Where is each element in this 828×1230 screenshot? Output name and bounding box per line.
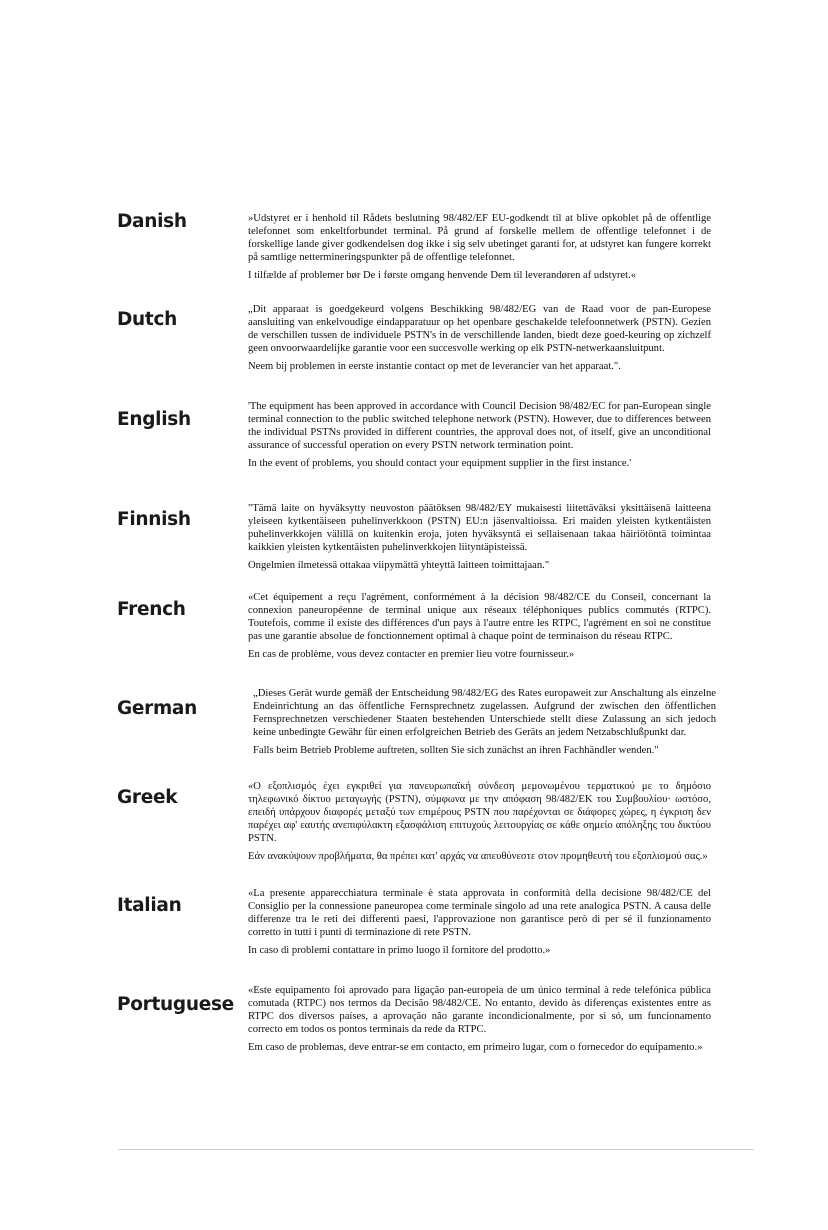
language-heading-greek: Greek xyxy=(117,787,178,808)
statement-text-greek: «Ο εξοπλισμός έχει εγκριθεί για πανευρωπαϊκή σύνδεση μεμονωμένου τερματικού με το δημόσιο τηλεφωνικό δίκτυο μεταγωγής (PSTN), σύμφωνα με την απόφαση 98/482/ΕΚ του Συμβουλίου· ωστόσο, επειδή υπάρχουν διαφορές μεταξύ των επιμέρους PSTN που παρέχονται σε διάφορες χώρες, η έγκριση δεν παρέχει αφ' εαυτής ανεπιφύλακτη εξασφάλιση επιτυχούς λειτουργίας σε κάθε σημείο απόληξης του δικτύου PSTN. xyxy=(248,781,711,844)
language-heading-finnish: Finnish xyxy=(117,509,191,530)
statement-note-danish: I tilfælde af problemer bør De i første omgang henvende Dem til leverandøren af udstyret.« xyxy=(248,269,637,281)
statement-italian xyxy=(248,888,711,958)
language-heading-dutch: Dutch xyxy=(117,309,178,330)
statement-note-italian: In caso di problemi contattare in primo luogo il fornitore del prodotto.» xyxy=(248,944,551,956)
statement-danish xyxy=(248,213,711,283)
language-heading-english: English xyxy=(117,409,191,430)
language-heading-danish: Danish xyxy=(117,211,187,232)
language-heading-portuguese: Portuguese xyxy=(117,994,234,1015)
statement-finnish xyxy=(248,503,711,573)
statement-text-dutch: „Dit apparaat is goedgekeurd volgens Beschikking 98/482/EG van de Raad voor de pan-Europese aansluiting van enkelvoudige eindapparatuur op het openbare geschakelde telefoonnetwerk (PSTN). Gezien de verschillen tussen de individuele PSTN's in de verschillende landen, biedt deze goed-keuring op zichzelf geen onvoorwaardelijke garantie voor een succesvolle werking op elk PSTN-netwerkaansluitpunt. xyxy=(248,304,711,354)
statement-german xyxy=(253,688,716,758)
statement-text-french: «Cet équipement a reçu l'agrément, conformément à la décision 98/482/CE du Conseil, concernant la connexion paneuropéenne de terminal unique aux réseaux téléphoniques publics commutés (RTPC). Toutefois, comme il existe des différences d'un pays à l'autre entre les RTPC, l'agrément en soi ne constitue pas une garantie absolue de fonctionnement optimal à chaque point de terminaison du réseau RTPC. xyxy=(248,592,711,642)
statement-note-portuguese: Em caso de problemas, deve entrar-se em contacto, em primeiro lugar, com o fornecedor do equipamento.» xyxy=(248,1041,703,1053)
statement-note-german: Falls beim Betrieb Probleme auftreten, sollten Sie sich zunächst an ihren Fachhändler wenden." xyxy=(253,744,659,756)
statement-note-english: In the event of problems, you should contact your equipment supplier in the first instance.' xyxy=(248,457,632,469)
statement-text-finnish: "Tämä laite on hyväksytty neuvoston päätöksen 98/482/EY mukaisesti liitettäväksi yksittäisenä laitteena yleiseen kytkentäiseen puhelinverkkoon (PSTN) EU:n jäsenvaltioissa. Eri maiden yleisten kytkentäisten puhelinverkkojen välillä on kuitenkin eroja, joten hyväksyntä ei sellaisenaan takaa häiriötöntä toimintaa kaikkien yleisten kytkentäisten puhelinverkkojen liityntäpisteissä. xyxy=(248,503,711,553)
footer-divider xyxy=(118,1149,754,1150)
language-heading-german: German xyxy=(117,698,197,719)
statement-note-dutch: Neem bij problemen in eerste instantie contact op met de leverancier van het apparaat.". xyxy=(248,360,621,372)
statement-french xyxy=(248,592,711,662)
language-heading-italian: Italian xyxy=(117,895,182,916)
statement-note-french: En cas de problème, vous devez contacter en premier lieu votre fournisseur.» xyxy=(248,648,575,660)
language-heading-french: French xyxy=(117,599,186,620)
statement-text-italian: «La presente apparecchiatura terminale è stata approvata in conformità della decisione 98/482/CE del Consiglio per la connessione paneuropea come terminale singolo ad una rete analogica PSTN. A causa delle differenze tra le reti dei differenti paesi, l'approvazione non garantisce però di per sé il funzionamento corretto in tutti i punti di terminazione di rete PSTN. xyxy=(248,888,711,938)
statement-text-english: 'The equipment has been approved in accordance with Council Decision 98/482/EC for pan-European single terminal connection to the public switched telephone network (PSTN). However, due to differences between the individual PSTNs provided in different countries, the approval does not, of itself, give an unconditional assurance of successful operation on every PSTN network termination point. xyxy=(248,401,711,451)
statement-greek xyxy=(248,781,711,863)
statement-portuguese xyxy=(248,985,711,1055)
statement-dutch xyxy=(248,304,711,374)
statement-note-finnish: Ongelmien ilmetessä ottakaa viipymättä yhteyttä laitteen toimittajaan." xyxy=(248,559,550,571)
statement-text-portuguese: «Este equipamento foi aprovado para ligação pan-europeia de um único terminal à rede telefónica pública comutada (RTPC) nos termos da Decisão 98/482/CE. No entanto, devido às diferenças existentes entre as RTPC dos diversos países, a aprovação não garante incondicionalmente, por si só, um funcionamento correcto em todos os pontos terminais da rede da RTPC. xyxy=(248,985,711,1035)
statement-text-danish: »Udstyret er i henhold til Rådets beslutning 98/482/EF EU-godkendt til at blive opkoblet på de offentlige telefonnet som enkeltforbundet terminal. På grund af forskelle mellem de offentlige telefonnet i de forskellige lande giver godkendelsen dog ikke i sig selv ubetinget garanti for, at udstyret kan fungere korrekt på samtlige nettermineringspunkter på de offentlige telefonnet. xyxy=(248,213,711,263)
statement-english xyxy=(248,401,711,471)
statement-text-german: „Dieses Gerät wurde gemäß der Entscheidung 98/482/EG des Rates europaweit zur Anschaltung als einzelne Endeinrichtung an das öffentliche Fernsprechnetz zugelassen. Aufgrund der zwischen den öffentlichen Fernsprechnetzen verschiedener Staaten bestehenden Unterschiede stellt diese Zulassung an sich jedoch keine unbedingte Gewähr für einen erfolgreichen Betrieb des Geräts an jedem Netzabschlußpunkt dar. xyxy=(253,688,716,738)
statement-note-greek: Εάν ανακύψουν προβλήματα, θα πρέπει κατ' αρχάς να απευθύνεστε στον προμηθευτή του εξοπλισμού σας.» xyxy=(248,850,708,862)
